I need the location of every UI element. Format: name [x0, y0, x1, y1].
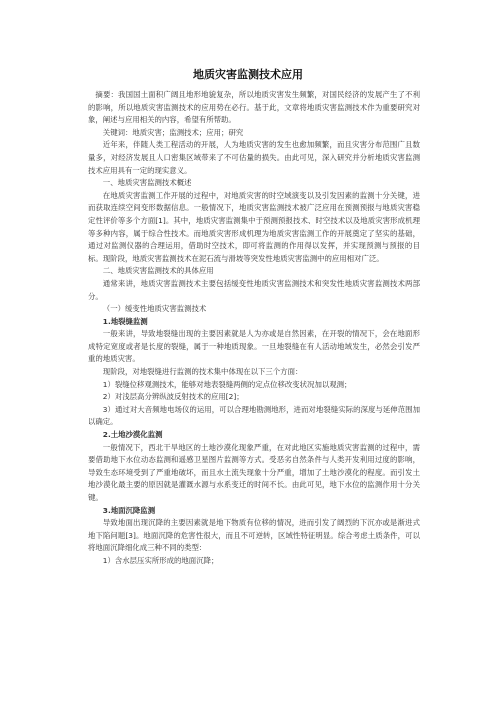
list-item: 2）对浅层高分辨纵波反射技术的应用[2]；	[102, 392, 244, 402]
ground-fissure-methods-intro: 现阶段，对地裂缝进行监测的技术集中体现在以下三个方面：	[102, 367, 303, 377]
document-title: 地质灾害监测技术应用	[193, 68, 303, 81]
section-heading-2: 二、地质灾害监测技术的具体应用	[102, 266, 214, 276]
section-1-paragraph: 在地质灾害监测工作开展的过程中，对地质灾害的时空域演变以及引发因素的监测十分关键，进而获取连续空间变形数据信息。一般情况下，地质灾害监测技术被广泛应用在预测预报与地质灾害稳定性评价等多个方面[1]。其中，地质灾害监测集中于预测预报技术、时空技术以及地质灾害形成机理等多种内容，属于综合性技术。而地质灾害形成机理为地质灾害监测工作的开展奠定了坚实的基础，通过对监测仪器的合理运用，借助时空技术，即可将监测的作用得以发挥，并实现预测与预报的目标。现阶段，地质灾害监测技术在泥石流与滑坡等突发性地质灾害监测中的应用相对广泛。	[88, 190, 420, 263]
subsection-heading-1: （一）缓变性地质灾害监测技术	[102, 304, 207, 314]
subheading-ground-fissure: 1.地裂缝监测	[102, 316, 148, 326]
keywords-line: 关键词：地质灾害；监测技术；应用；研究	[102, 127, 244, 137]
subheading-subsidence: 3.地面沉降监测	[102, 505, 156, 515]
subheading-desertification: 2.土地沙漠化监测	[102, 430, 163, 440]
subsidence-paragraph: 导致地面出现沉降的主要因素就是地下物质有位移的情况，进而引发了阔烈的下沉亦或是渐进式地下陷问题[3]。地面沉降的危害性很大，而且不可逆转，区域性特征明显。综合考虑土质条件，可以将地面沉降细化成三种不同的类型：	[88, 518, 420, 553]
intro-paragraph: 近年来，伴随人类工程活动的开展，人为地质灾害的发生也愈加频繁，而且灾害分布范围广且数量多，对经济发展且人口密集区域带来了不可估量的损失。由此可见，深入研究并分析地质灾害监测技术应用具有一定的现实意义。	[88, 140, 420, 175]
list-item: 1）含水层压实所形成的地面沉降；	[102, 555, 219, 565]
ground-fissure-paragraph: 一般来讲，导致地裂缝出现的主要因素就是人为亦或是自然因素，在开裂的情况下，会在地面形成特定宽度或者是长度的裂缝，属于一种地质现象。一旦地裂缝在有人活动地域发生，必然会引发严重的地质灾害。	[88, 329, 420, 364]
list-item: 1）裂缝位移观测技术，能够对地表裂缝两侧的定点位移改变状况加以观测；	[102, 379, 352, 389]
section-2-paragraph: 通常来讲，地质灾害监测技术主要包括缓变性地质灾害监测技术和突发性地质灾害监测技术两部分。	[88, 278, 420, 301]
list-item: 3）通过对大音频地电场仪的运用，可以合理地勘测地形，进而对地裂缝实际的深度与延伸范围加以确定。	[88, 404, 420, 427]
document-body	[88, 89, 420, 568]
desertification-paragraph: 一般情况下，西北干旱地区的土地沙漠化现象严重，在对此地区实施地质灾害监测的过程中，需要借助地下水位动态监测和遥感卫星图片监测等方式。受恶劣自然条件与人类开发利用过度的影响，导致生态环境受到了严重地破坏，而且水土流失现象十分严重，增加了土地沙漠化的程度。而引发土地沙漠化最主要的原因就是灌溉水源与水系变迁的时间不长。由此可见，地下水位的监测作用十分关键。	[88, 442, 420, 502]
abstract-paragraph: 摘要：我国国土面积广阔且地形地貌复杂，所以地质灾害发生频繁，对国民经济的发展产生了不利的影响，所以地质灾害监测技术的应用势在必行。基于此，文章将地质灾害监测技术作为重要研究对象，阐述与应用相关的内容，希望有所帮助。	[88, 90, 420, 125]
section-heading-1: 一、地质灾害监测技术概述	[102, 178, 192, 188]
